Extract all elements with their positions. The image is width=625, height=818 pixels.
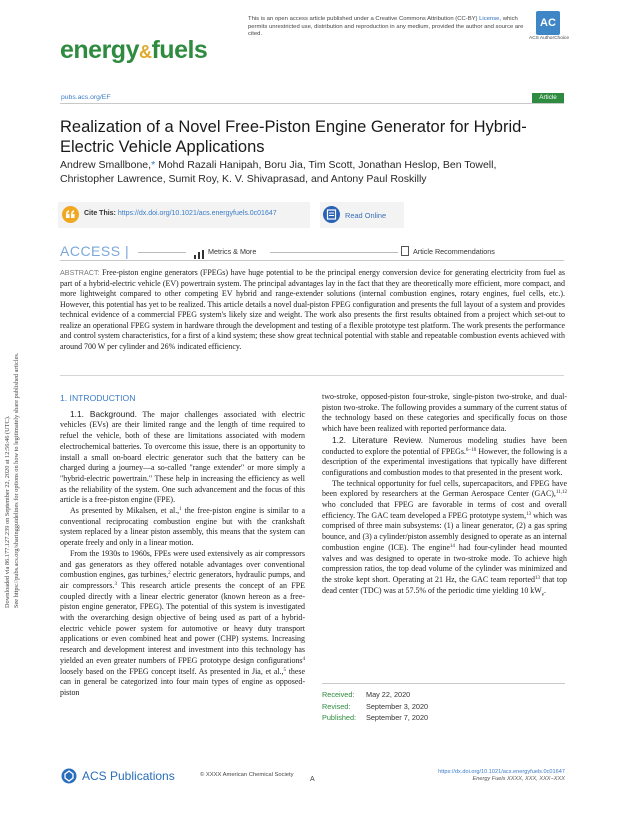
- paragraph-text: From the 1930s to 1960s, FPEs were used extensively as air compressors and gas generators as they offered notable advantages over conventional combustion engines, gas turbines,: [60, 548, 305, 580]
- download-line: Downloaded via 86.177.127.239 on September 22, 2020 at 12:56:46 (UTC).: [4, 415, 11, 608]
- citation-ref[interactable]: 4: [302, 656, 305, 662]
- paragraph-text: This research article presents the concept of an FPE coupled directly with a linear electric generator (known hereon as a free-piston engine generator, FPEG). The potential of this system is investigated with the overarching design objective of being used as part of a hybrid-electric vehicle power system for automotive or heavy duty transport applications or even combined heat and power (CHP) systems. Increasing research and development interest and investment into this technology has yielded an even greater numbers of FPEG prototype design configurations: [60, 580, 305, 665]
- access-text: ACCESS: [60, 243, 121, 259]
- footer-journal-citation: Energy Fuels XXXX, XXX, XXX−XXX: [472, 776, 565, 783]
- acs-publications-icon: [61, 768, 77, 784]
- paragraph-text: Numerous modeling studies have been conducted to explore the potential of FPEGs.: [322, 435, 567, 456]
- metrics-link[interactable]: Metrics & More: [208, 247, 257, 256]
- authorchoice-caption: ACS AuthorChoice: [529, 36, 569, 41]
- oa-notice-text: This is an open access article published under a Creative Commons Attribution (CC-BY): [248, 16, 480, 22]
- revised-label: Revised:: [322, 701, 351, 711]
- abstract-text: Free-piston engine generators (FPEGs) have huge potential to be the principal energy conversion device for generating electricity from fuel as part of a hybrid-electric vehicle (EV) powertrain system. The principal advantages lay in the fact that they are theoretically more efficient, more compact, and more lightweight compared to other competing EV hybrid and range-extender solutions (internal combustion engines, rotary engines, fuel cells, etc.). However, this potential has yet to be realized. This article details a novel dual-piston FPEG configuration and presents the full layout of a system and provides technical evidence of a commercial FPEG system's likely size and weight. The work also presents the first results obtained from a project which set-out to realize an operational FPEG system in hardware through the development and testing of a flexible prototype test platform. The work presents the performance and control system characteristics, for a first of a kind system; these show great technical potential with stable and repeatable combustion events achieved with around 700 W per cylinder and 26% indicated efficiency.: [60, 268, 565, 351]
- subsection-heading-literature-review: 1.2. Literature Review.: [332, 434, 423, 445]
- citation-ref[interactable]: 2: [168, 571, 171, 577]
- document-icon: [401, 246, 409, 256]
- paragraph-text: who concluded that FPEG are favorable in terms of cost and overall efficiency. The GAC team developed a FPEG prototype system,: [322, 500, 567, 520]
- read-online-label: Read Online: [345, 211, 387, 220]
- journal-ampersand: &: [138, 42, 152, 62]
- citation-ref[interactable]: 1: [179, 507, 182, 513]
- article-type-badge: Article: [532, 93, 564, 103]
- paragraph-text: these can in general be categorized into four main types of engine as opposed-piston: [60, 666, 306, 697]
- subscript: e: [541, 592, 544, 598]
- access-rule: [138, 252, 186, 253]
- corresponding-author-mark: *: [151, 159, 156, 171]
- journal-name-left: energy: [60, 36, 139, 64]
- paragraph-text: the free-piston engine is similar to a conventional reciprocating combustion engine but with the crankshaft system replaced by a linear piston assembly, this means that the system can operate freely and only in a linear motion.: [60, 506, 305, 548]
- dates-divider: [322, 683, 565, 684]
- published-date: September 7, 2020: [366, 713, 429, 722]
- quote-icon: [62, 206, 79, 223]
- cite-label: Cite This:: [84, 210, 116, 217]
- acs-authorchoice-logo: AC: [536, 11, 560, 35]
- abstract-label: ABSTRACT:: [60, 268, 100, 277]
- journal-logo[interactable]: [60, 36, 207, 65]
- abstract-divider: [60, 375, 564, 376]
- paragraph-mikalsen: [60, 506, 305, 549]
- copyright: © XXXX American Chemical Society: [200, 772, 294, 778]
- authors-line-1: Mohd Razali Hanipah, Boru Jia, Tim Scott, Jonathan Heslop, Ben Towell,: [155, 159, 497, 171]
- read-online-icon: [323, 206, 340, 223]
- footer-citation: [438, 769, 565, 784]
- citation-ref[interactable]: 13: [534, 575, 540, 581]
- author-list: [60, 158, 560, 186]
- body-column-right: [322, 392, 567, 601]
- authors-line-2: Christopher Lawrence, Sumit Roy, K. V. Shivaprasad, and Antony Paul Roskilly: [60, 173, 427, 185]
- article-recommendations-link[interactable]: Article Recommendations: [413, 247, 495, 256]
- journal-name-right: fuels: [151, 36, 208, 64]
- license-link[interactable]: License: [479, 16, 500, 22]
- oa-notice-text-end: , which permits unrestricted use, distribution and reproduction in any medium, provided the author and source are cited.: [248, 16, 524, 38]
- author-corresponding[interactable]: Andrew Smallbone,: [60, 159, 152, 171]
- revised-date: September 3, 2020: [366, 701, 429, 711]
- citation-ref[interactable]: 11,12: [555, 490, 567, 496]
- published-label: Published:: [322, 713, 357, 722]
- citation-ref[interactable]: 14: [449, 543, 455, 549]
- page-number: A: [310, 776, 315, 783]
- cite-doi-link[interactable]: https://dx.doi.org/10.1021/acs.energyfuels.0c01647: [117, 210, 277, 217]
- access-divider: [60, 260, 564, 261]
- paragraph-text: The major challenges associated with electric vehicles (EVs) are their limited range and the length of time required to refuel the vehicle, both of these are limitations associated with modern electrochemical batteries. To overcome this issue, there is an opportunity to install a small on-board electric generator such that the battery can be charged during a journey—a so-called "range extender" or more simply a "hybrid-electric powertrain." These help in increasing the efficiency as well as the reliability of the system. One such advancement and the focus of this article is a free-piston engine (FPE).: [60, 409, 305, 505]
- paragraph-text: which was comprised of three main subsystems: (1) a linear generator, (2) a gas spring bounce, and (3) a cylinder/piston assembly designed to operate as an internal combustion engine (ICE). The engine: [322, 510, 567, 552]
- paragraph-text: loosely based on the FPEG concept itself. As presented in Jia, et al.,: [60, 666, 284, 676]
- paragraph-text: The technical opportunity for fuel cells, supercapacitors, and FPEG have been explored by researchers at the German Aerospace Center (GAC),: [322, 478, 567, 499]
- received-date: May 22, 2020: [366, 690, 411, 699]
- body-column-left: [60, 393, 305, 699]
- article-title: Realization of a Novel Free-Piston Engine Generator for Hybrid-Electric Vehicle Applications: [60, 118, 527, 156]
- paragraph-gac: [322, 479, 567, 601]
- citation-ref[interactable]: 3: [114, 581, 117, 587]
- access-label: [60, 243, 129, 259]
- paragraph-text: However, the following is a description of the experimental investigations that typically have different configurations and combustion modes to that presented in the present work.: [322, 446, 567, 477]
- acs-publications-logo[interactable]: ACS Publications: [82, 769, 175, 783]
- footer-doi-link[interactable]: https://dx.doi.org/10.1021/acs.energyfuels.0c01647: [438, 769, 565, 775]
- citation-ref[interactable]: 6−10: [465, 447, 477, 453]
- header-divider: [60, 103, 564, 104]
- paragraph-text: had four-cylinder head mounted valves and was designed to operate in two-stroke mode. To achieve high compression ratios, the top dead volume of the cylinder was minimized and the stroke kept short. Operating at 21 Hz, the GAC team reported: [322, 542, 568, 584]
- paragraph-text: electric generators, hydraulic pumps, and air compressors.: [60, 570, 305, 590]
- received-label: Received:: [322, 690, 355, 699]
- paragraph-continued: two-stroke, opposed-piston four-stroke, single-piston two-stroke, and dual-piston two-stroke. The following provides a summary of the current status of the technology based on these categories and specifically focus on those which have been realized with reported performance data.: [322, 392, 567, 434]
- open-access-notice: [248, 16, 528, 39]
- subsection-heading-background: 1.1. Background.: [70, 408, 137, 419]
- paragraph-text: .: [544, 585, 546, 595]
- access-bar: |: [124, 243, 130, 259]
- bar-chart-icon: [194, 246, 204, 255]
- section-heading-introduction: 1. INTRODUCTION: [60, 393, 136, 403]
- citation-ref[interactable]: 13: [526, 511, 532, 517]
- abstract: [60, 268, 565, 352]
- download-notice: [2, 210, 28, 610]
- publication-dates: [322, 689, 428, 724]
- paragraph-text: that top dead center (TDC) was at 57.5% of the periodic time yielding 10 kW: [322, 574, 568, 595]
- paragraph-background: [60, 409, 305, 506]
- access-rule-2: [270, 252, 398, 253]
- cite-this: [84, 210, 277, 217]
- paragraph-text: As presented by Mikalsen, et al.,: [70, 506, 180, 516]
- journal-url-link[interactable]: pubs.acs.org/EF: [61, 94, 111, 101]
- sharing-guidelines-line: See https://pubs.acs.org/sharingguidelines for options on how to legitimately share published articles.: [13, 352, 20, 608]
- paragraph-history: [60, 549, 305, 699]
- citation-ref[interactable]: 5: [283, 667, 287, 673]
- paragraph-literature-review: [322, 435, 567, 479]
